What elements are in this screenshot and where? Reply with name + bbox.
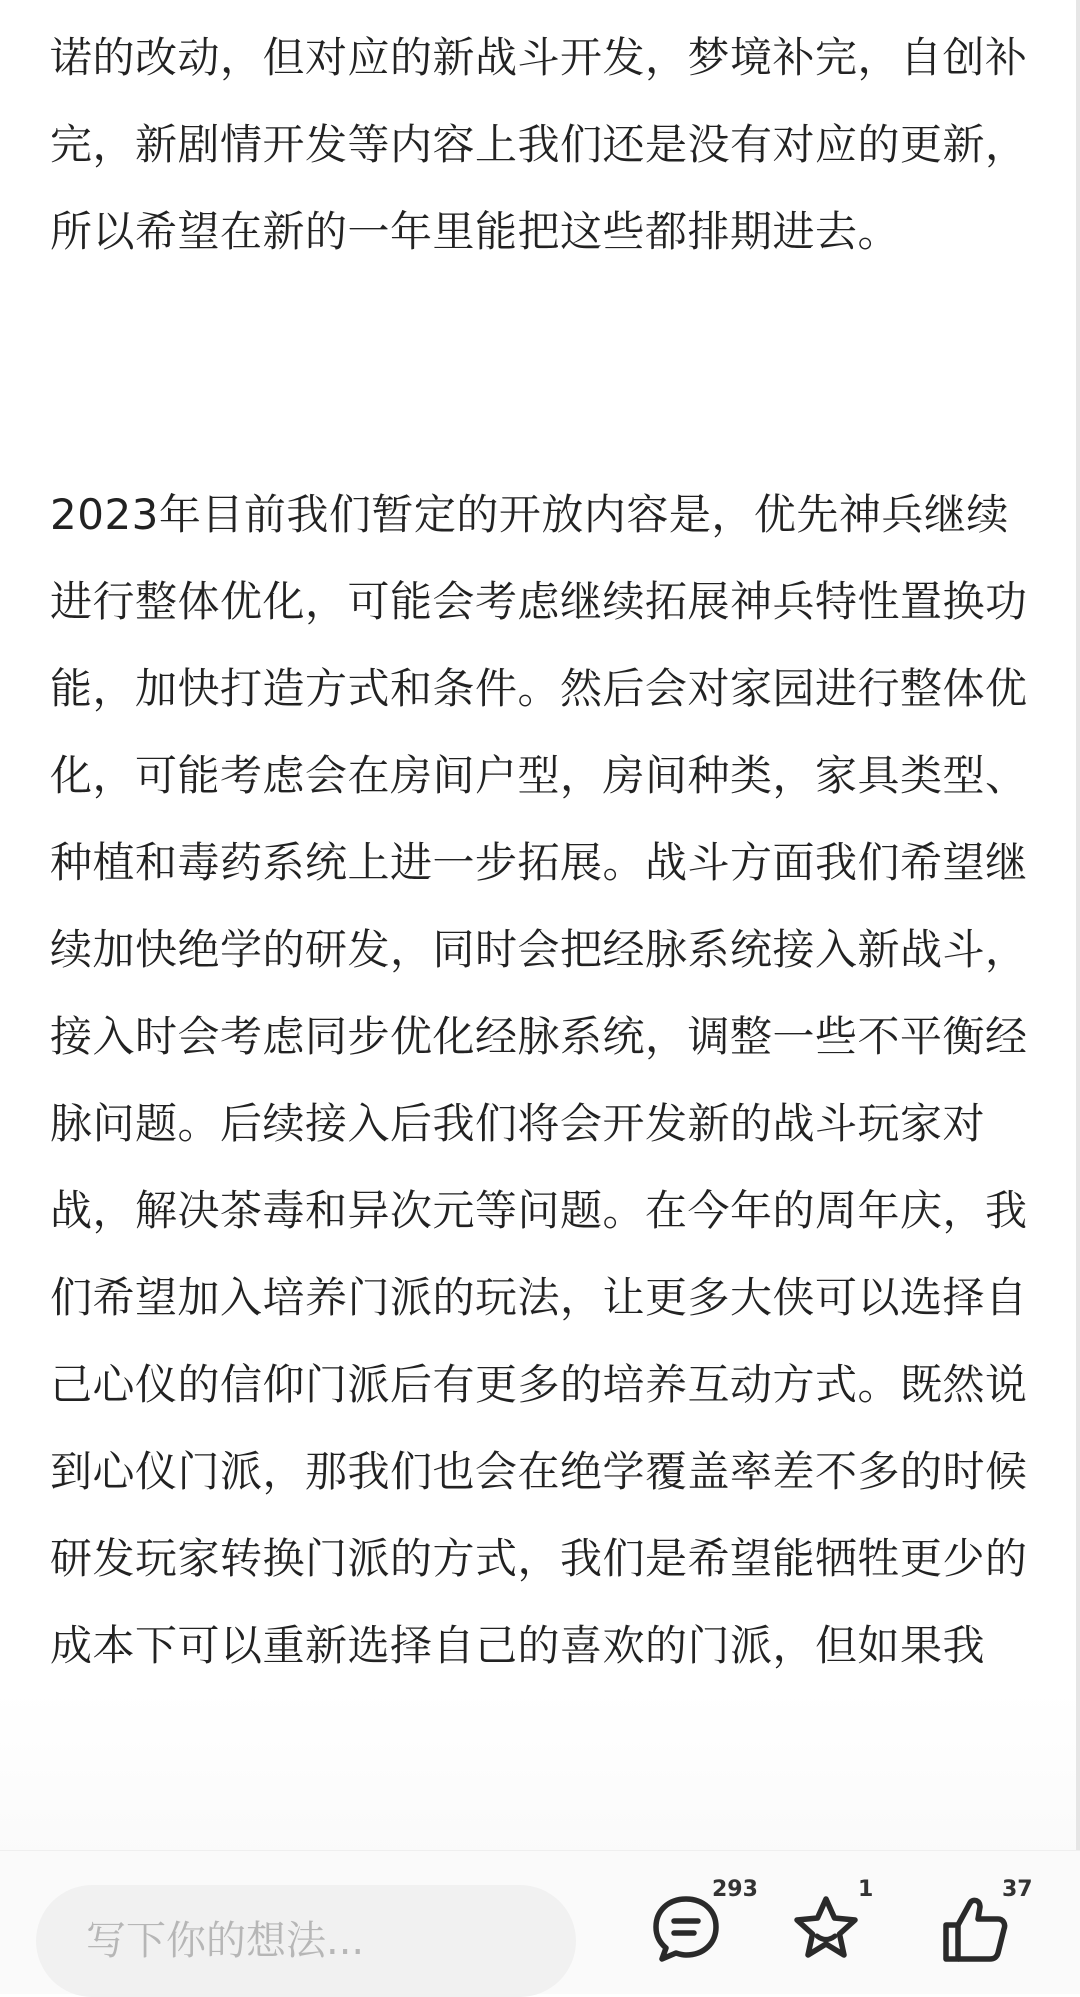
star-icon bbox=[788, 1891, 864, 1967]
scroll-edge bbox=[1076, 0, 1080, 1850]
comment-count: 293 bbox=[712, 1877, 758, 1902]
comment-bubble-icon bbox=[648, 1891, 724, 1967]
like-count: 37 bbox=[1002, 1877, 1033, 1902]
favorite-count: 1 bbox=[858, 1877, 874, 1902]
bottom-action-bar bbox=[0, 1850, 1080, 1994]
comment-button[interactable] bbox=[648, 1877, 758, 1981]
thumbs-up-icon bbox=[936, 1891, 1012, 1967]
favorite-button[interactable] bbox=[788, 1877, 888, 1981]
content-fade-overlay bbox=[0, 1690, 1080, 1850]
comment-input[interactable] bbox=[36, 1885, 576, 1997]
article-paragraph: 诺的改动，但对应的新战斗开发，梦境补完，自创补完，新剧情开发等内容上我们还是没有对应的更新，所以希望在新的一年里能把这些都排期进去。 bbox=[50, 33, 1028, 256]
like-button[interactable] bbox=[936, 1877, 1036, 1981]
article-paragraph: 2023年目前我们暂定的开放内容是，优先神兵继续进行整体优化，可能会考虑继续拓展神兵特性置换功能，加快打造方式和条件。然后会对家园进行整体优化，可能考虑会在房间户型，房间种类，家具类型、种植和毒药系统上进一步拓展。战斗方面我们希望继续加快绝学的研发，同时会把经脉系统接入新战斗，接入时会考虑同步优化经脉系统，调整一些不平衡经脉问题。后续接入后我们将会开发新的战斗玩家对战，解决茶毒和异次元等问题。在今年的周年庆，我们希望加入培养门派的玩法，让更多大侠可以选择自己心仪的信仰门派后有更多的培养互动方式。既然说到心仪门派，那我们也会在绝学覆盖率差不多的时候研发玩家转换门派的方式，我们是希望能牺牲更少的成本下可以重新选择自己的喜欢的门派，但如果我 bbox=[50, 490, 1028, 1670]
